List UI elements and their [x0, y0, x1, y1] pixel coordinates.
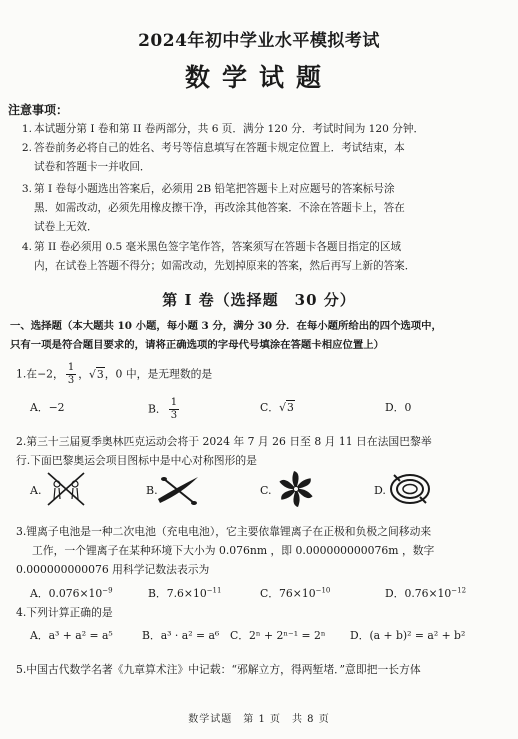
- q4-option-d: D．(a + b)² = a² + b²: [350, 629, 466, 642]
- sqrt-three: √3: [88, 367, 104, 381]
- q3-option-c: C．$76\times 10^{-10}$: [260, 586, 331, 600]
- q2-option-d-label: D.: [374, 484, 386, 497]
- q4-option-b: B．a³ · a² = a⁶: [142, 629, 220, 642]
- fraction-one-third: $\frac{1}{3}$: [67, 362, 75, 386]
- subject-title: 数学试题: [184, 63, 333, 92]
- section-title: 第 I 卷（选择题 30 分）: [162, 291, 356, 309]
- q4-option-a: A．a³ + a² = a⁵: [30, 629, 113, 642]
- page-footer: 数学试题 第 1 页 共 8 页: [188, 714, 330, 725]
- question-1-stem: 1.在−2， $\frac{1}{3}$ ，√3，0 中，是无理数的是: [16, 362, 213, 386]
- pinwheel-icon: [274, 469, 318, 509]
- exam-title: 2024年初中学业水平模拟考试: [138, 31, 380, 51]
- canoe-icon: [156, 469, 200, 509]
- notice-item-3: 3. 第 I 卷每小题选出答案后，必须用 2B 铅笔把答题卡上对应题号的答案标号涂 黑．如需改动，必须先用橡皮擦干净，再改涂其他答案．不涂在答题卡上，答在 试卷上无效．: [21, 183, 405, 233]
- question-2-stem: 2.第三十三届夏季奥林匹克运动会将于 2024 年 7 月 26 日至 8 月 11 日在法国巴黎举 行.下面巴黎奥运会项目图标中是中心对称图形的是: [16, 435, 432, 467]
- q2-option-b-label: B.: [146, 484, 158, 497]
- question-5-stem: 5.中国古代数学名著《九章算术注》中记载：“邪解立方，得两堑堵．”意即把一长方体: [16, 663, 421, 676]
- q4-option-c: C．2ⁿ + 2ⁿ⁻¹ = 2ⁿ: [230, 629, 326, 642]
- question-3-stem: 3.锂离子电池是一种二次电池（充电电池），它主要依靠锂离子在正极和负极之间移动来 工作，一个锂离子在某种环境下大小为 0.076nm ，即 0.000000000076m ，数字 0.000000000076 用科学记数法表示为: [16, 525, 435, 576]
- q3-option-a: A．$0.076\times 10^{-9}$: [30, 586, 113, 600]
- fencing-icon: [44, 469, 88, 509]
- q2-option-a-label: A.: [30, 484, 42, 497]
- notice-item-1: 1. 本试题分第 I 卷和第 II 卷两部分，共 6 页．满分 120 分．考试时间为 120 分钟．: [21, 123, 425, 135]
- notice-item-2: 2. 答卷前务必将自己的姓名、考号等信息填写在答题卡规定位置上．考试结束，本 试卷和答题卡一并收回．: [21, 142, 405, 173]
- q3-option-d: D．$0.76\times 10^{-12}$: [385, 586, 467, 600]
- q2-option-c-label: C.: [260, 484, 272, 497]
- q1-option-a: A．−2: [30, 401, 65, 414]
- section-intro: 一、选择题（本大题共 10 小题，每小题 3 分，满分 30 分．在每小题所给出的四个选项中， 只有一项是符合题目要求的，请将正确选项的字母代号填涂在答题卡相应位置上）: [10, 320, 442, 351]
- q1-option-b: B． $\frac{1}{3}$: [148, 397, 178, 421]
- q3-option-b: B．$7.6\times 10^{-11}$: [148, 586, 222, 600]
- bmx-track-icon: [388, 469, 432, 509]
- notice-item-4: 4. 第 II 卷必须用 0.5 毫米黑色签字笔作答，答案须写在答题卡各题目指定的区域 内，在试卷上答题不得分；如需改动，先划掉原来的答案，然后再写上新的答案．: [21, 241, 416, 272]
- q1-option-d: D．0: [385, 401, 412, 414]
- q1-option-c: C．√3: [260, 401, 294, 414]
- question-4-stem: 4.下列计算正确的是: [16, 606, 113, 619]
- notice-heading: 注意事项：: [8, 103, 69, 117]
